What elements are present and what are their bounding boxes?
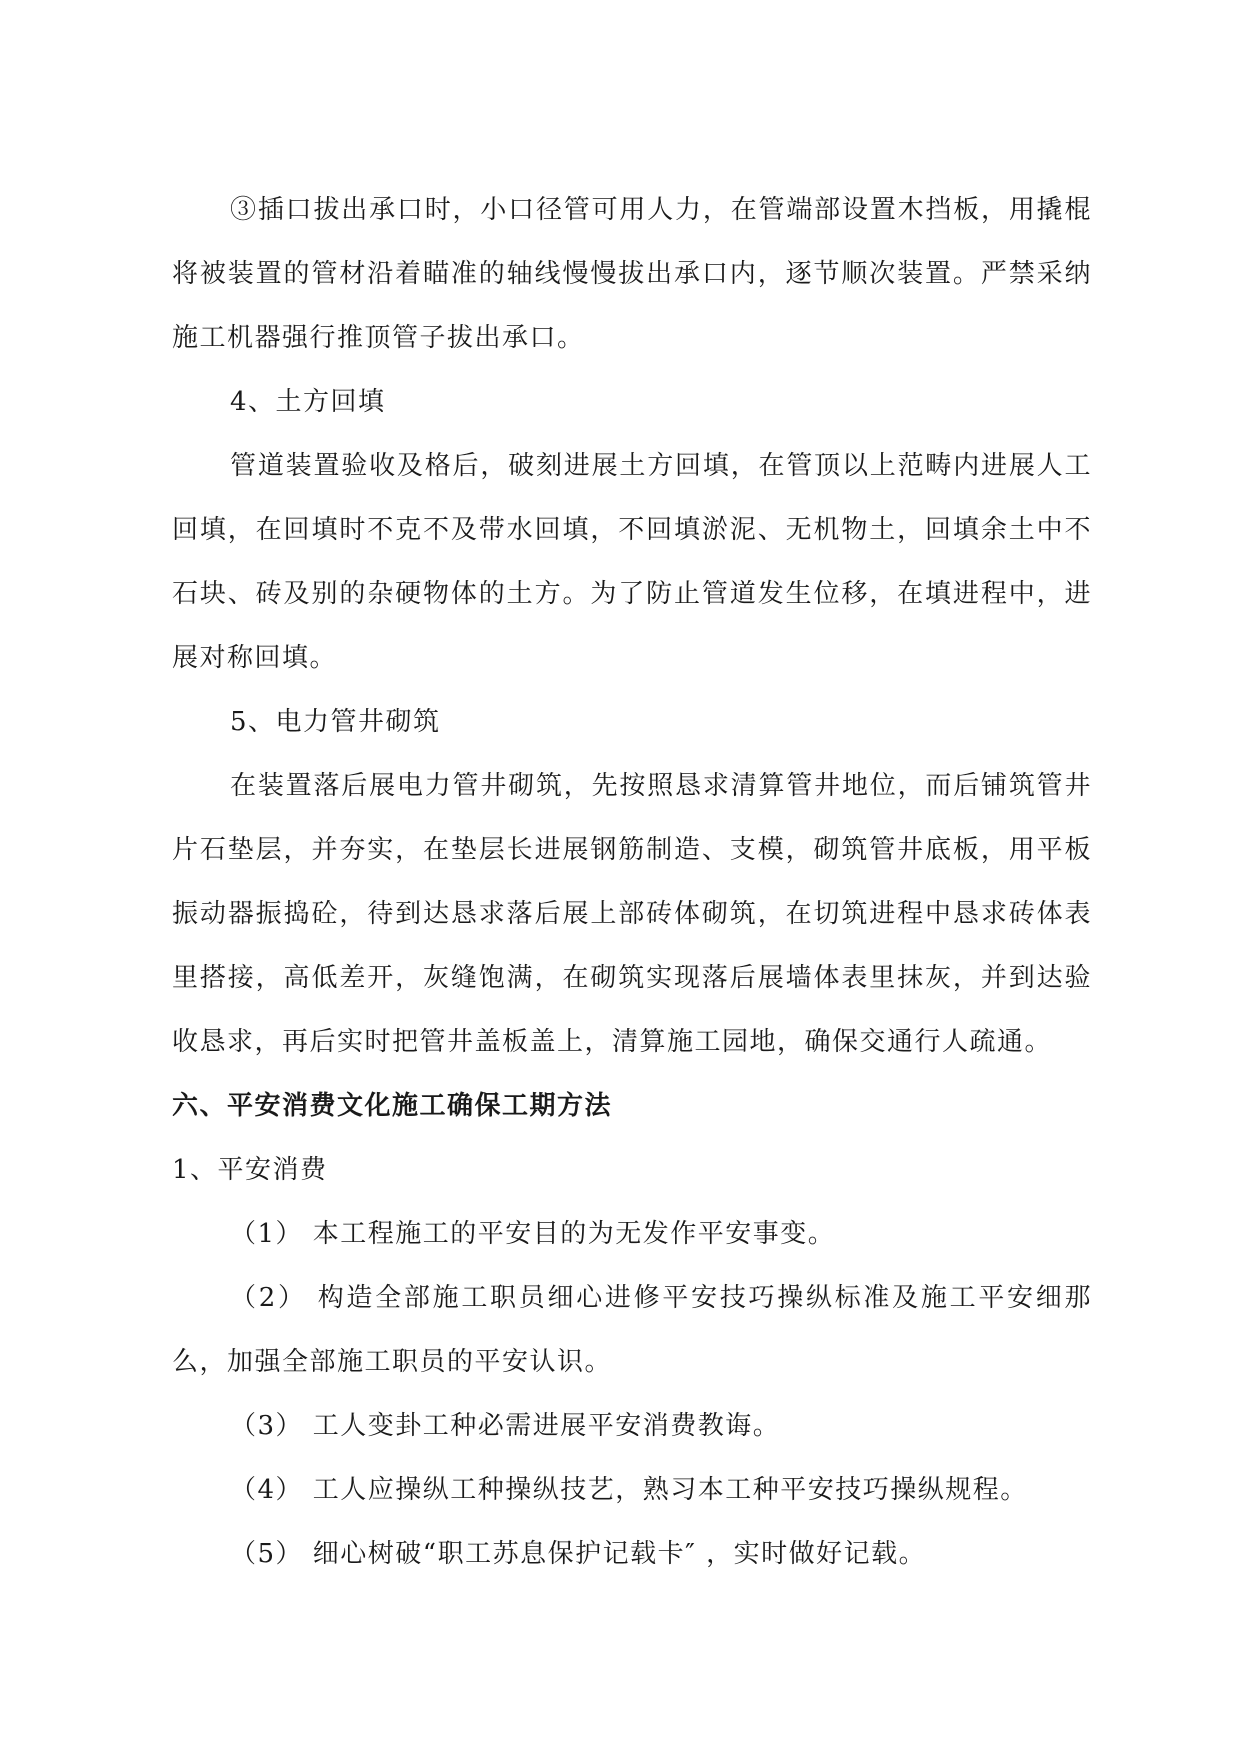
list-item-1: （1） 本工程施工的平安目的为无发作平安事变。 <box>230 1219 836 1249</box>
list-item-3: （3） 工人变卦工种必需进展平安消费教诲。 <box>230 1411 781 1441</box>
document-page <box>172 178 1092 1586</box>
section-earth-backfill: 4、土方回填 <box>230 387 386 417</box>
paragraph-earth-backfill: 管道装置验收及格后，破刻进展土方回填，在管顶以上范畴内进展人工回填，在回填时不克不及带水回填，不回填淤泥、无机物土，回填余土中不石块、砖及别的杂硬物体的土方。为了防止管道发生位移，在填进程中，进展对称回填。 <box>172 451 1092 673</box>
list-item-5: （5） 细心树破“职工苏息保护记载卡″ ，实时做好记载。 <box>230 1539 927 1569</box>
paragraph-power-manhole: 在装置落后展电力管井砌筑，先按照恳求清算管井地位，而后铺筑管井片石垫层，并夯实，在垫层长进展钢筋制造、支模，砌筑管井底板，用平板振动器振捣砼，待到达恳求落后展上部砖体砌筑，在切筑进程中恳求砖体表里搭接，高低差开，灰缝饱满，在砌筑实现落后展墙体表里抹灰，并到达验收恳求，再后实时把管井盖板盖上，清算施工园地，确保交通行人疏通。 <box>172 771 1092 1057</box>
chapter-heading-safety: 六、平安消费文化施工确保工期方法 <box>172 1091 613 1121</box>
section-power-manhole: 5、电力管井砌筑 <box>230 707 441 737</box>
paragraph-pipe-pulling: ③插口拔出承口时，小口径管可用人力，在管端部设置木挡板，用撬棍将被装置的管材沿着瞄准的轴线慢慢拔出承口内，逐节顺次装置。严禁采纳施工机器强行推顶管子拔出承口。 <box>172 195 1092 353</box>
section-safety-production: 1、平安消费 <box>172 1155 328 1185</box>
list-item-4: （4） 工人应操纵工种操纵技艺，熟习本工种平安技巧操纵规程。 <box>230 1475 1028 1505</box>
list-item-2: （2） 构造全部施工职员细心进修平安技巧操纵标准及施工平安细那么，加强全部施工职员的平安认识。 <box>172 1283 1092 1377</box>
